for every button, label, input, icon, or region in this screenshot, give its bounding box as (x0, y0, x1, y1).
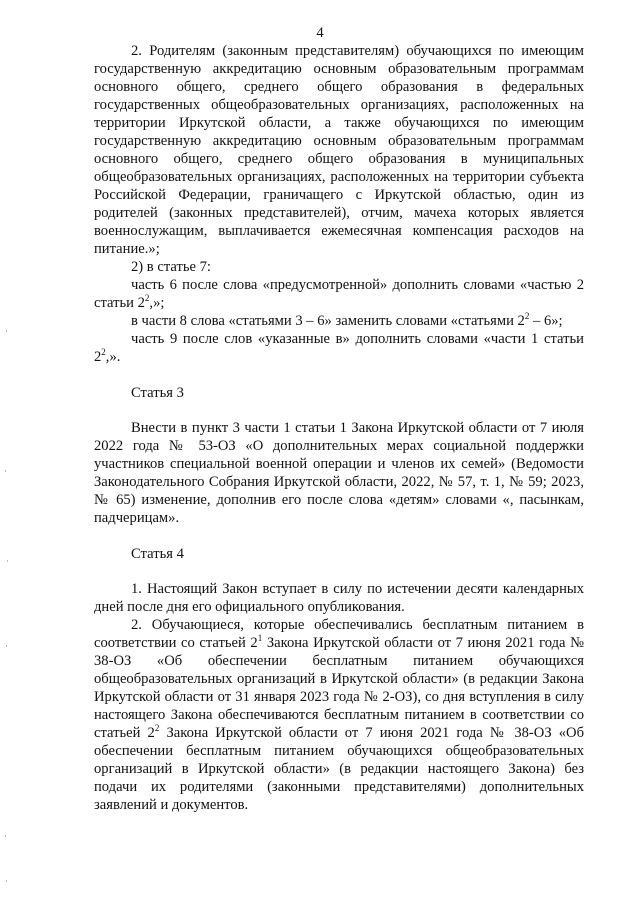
document-body (94, 42, 584, 814)
article-3-heading: Статья 3 (131, 385, 184, 401)
item2-superscript-1: 1 (257, 633, 263, 643)
amendment-part-8 (94, 312, 584, 330)
article-3-text: Внести в пункт 3 части 1 статьи 1 Закона Иркутской области от 7 июля 2022 года № 53-ОЗ «О дополнительных мерах социальной поддержки участников специальной военной операции и членов их семей» (Ведомости Законодательного Собрания Иркутской области, 2022, № 57, т. 1, № 59; 2023, № 65) изменение, дополнив его после слова «детям» словами «, пасынкам, падчерицам». (94, 420, 584, 526)
article-4-item-1: 1. Настоящий Закон вступает в силу по истечении десяти календарных дней после дня его официального опубликования. (94, 581, 584, 615)
article-4-heading: Статья 4 (131, 546, 184, 562)
item2-text-b: Закона Иркутской области от 7 июня 2021 года № 38-ОЗ «Об обеспечении бесплатным питанием обучающихся общеобразовательных организаций в Иркутской области» (в редакции Закона Иркутской области от 31 января 2023 года № 2-ОЗ), со дня вступления в силу настоящего Закона обеспечиваются бесплатным питанием в соответствии со статьей 2 (94, 635, 584, 741)
amendment-part-6 (94, 276, 584, 312)
page-number: 4 (316, 25, 324, 41)
part9-text: часть 9 после слов «указанные в» дополнить словами «части 1 статьи 2 (94, 331, 584, 365)
article7-intro: 2) в статье 7: (131, 259, 211, 275)
article-4-item-2 (94, 616, 584, 814)
part9-tail: ,». (105, 349, 121, 365)
part8-superscript: 2 (524, 311, 530, 321)
item2-text-a: 2. Обучающиеся, которые обеспечивались бесплатным питанием в соответствии со статьей 2 (94, 617, 584, 651)
amendment-part-9 (94, 330, 584, 366)
item2-superscript-2: 2 (154, 723, 160, 733)
part8-text: в части 8 слова «статьями 3 – 6» заменить словами «статьями 2 (131, 313, 525, 329)
item2-text-c: Закона Иркутской области от 7 июня 2021 года № 38-ОЗ «Об обеспечении бесплатным питанием обучающихся общеобразовательных организаций в Иркутской области» (в редакции настоящего Закона) без подачи их родителями (законными представителями) дополнительных заявлений и документов. (94, 725, 585, 813)
part9-superscript: 2 (101, 347, 106, 357)
part6-text: часть 6 после слова «предусмотренной» дополнить словами «частью 2 статьи 2 (94, 277, 584, 311)
paragraph-item-2: 2. Родителям (законным представителям) обучающихся по имеющим государственную аккредитацию основным образовательным программам основного общего, среднего общего образования в федеральных государственных общеобразовательных организациях, расположенных на территории Иркутской области, а также обучающихся по имеющим государственную аккредитацию основным образовательным программам основного общего, среднего общего образования в муниципальных общеобразовательных организациях, расположенных на территории субъекта Российской Федерации, граничащего с Иркутской областью, один из родителей (законных представителей), отчим, мачеха которых является военнослужащим, выплачивается ежемесячная компенсация расходов на питание.»; (94, 43, 584, 257)
part8-tail: – 6»; (529, 313, 563, 329)
part6-tail: ,»; (149, 295, 165, 311)
part6-superscript: 2 (144, 293, 150, 303)
